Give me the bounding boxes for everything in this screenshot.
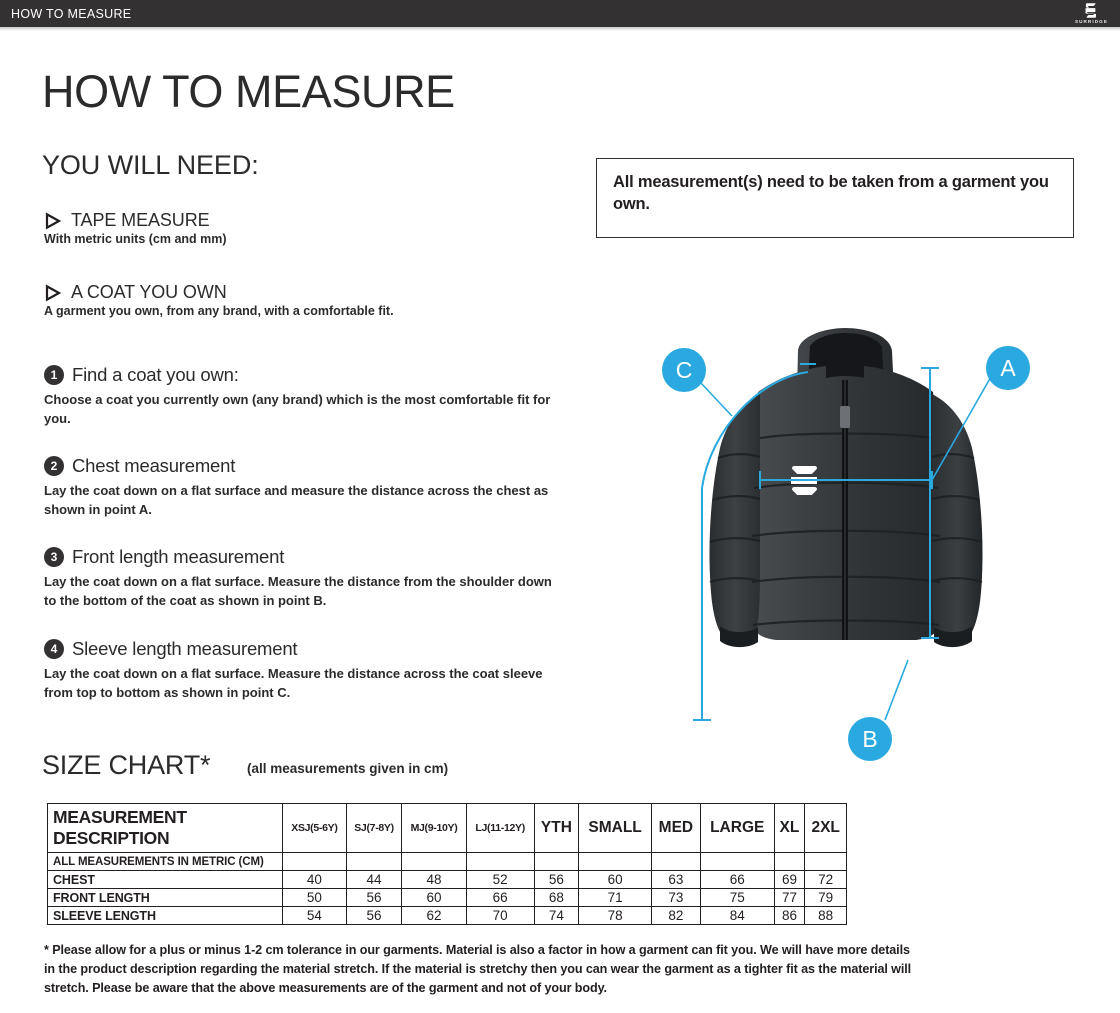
cell-chest-xl: 69 bbox=[774, 871, 805, 889]
step-title: Sleeve length measurement bbox=[72, 638, 298, 659]
cell-front-xsj: 50 bbox=[283, 889, 347, 907]
cell-front-large: 75 bbox=[700, 889, 774, 907]
step-number-badge: 1 bbox=[44, 365, 64, 385]
jacket-diagram bbox=[640, 320, 1090, 780]
cell-sleeve-mj: 62 bbox=[402, 907, 467, 925]
cell-sleeve-large: 84 bbox=[700, 907, 774, 925]
cell-chest-large: 66 bbox=[700, 871, 774, 889]
row-label-sleeve-length: SLEEVE LENGTH bbox=[48, 907, 283, 925]
marker-c-label: C bbox=[675, 357, 693, 383]
top-bar bbox=[0, 0, 1120, 27]
column-header-lj: LJ(11-12Y) bbox=[466, 804, 534, 853]
need-item-coat bbox=[44, 282, 394, 318]
jacket-body-art bbox=[709, 328, 982, 647]
need-subtitle: A garment you own, from any brand, with a comfortable fit. bbox=[44, 304, 394, 318]
cell-chest-small: 60 bbox=[579, 871, 652, 889]
footnote: * Please allow for a plus or minus 1-2 cm tolerance in our garments. Material is also a factor in how a garment can fit you. We will have more details in the product description regarding the material stretch. If the material is stretchy then you can wear the garment as a tighter fit as the material will stretch. Please be aware that the above measurements are of the garment and not of your body. bbox=[44, 943, 912, 996]
cell-front-small: 71 bbox=[579, 889, 652, 907]
cell-empty bbox=[283, 853, 347, 871]
cell-empty bbox=[700, 853, 774, 871]
marker-a-label: A bbox=[1000, 355, 1016, 381]
step-body: Lay the coat down on a flat surface and measure the distance across the chest as shown in point A. bbox=[44, 483, 549, 517]
cell-empty bbox=[402, 853, 467, 871]
cell-front-sj: 56 bbox=[346, 889, 401, 907]
callout-box bbox=[596, 158, 1074, 238]
column-header-2xl: 2XL bbox=[805, 804, 847, 853]
s-monogram-icon bbox=[1081, 2, 1101, 19]
cell-sleeve-med: 82 bbox=[651, 907, 700, 925]
column-header-large: LARGE bbox=[700, 804, 774, 853]
cell-chest-lj: 52 bbox=[466, 871, 534, 889]
cell-chest-xsj: 40 bbox=[283, 871, 347, 889]
triangle-bullet-icon bbox=[44, 284, 62, 302]
cell-sleeve-2xl: 88 bbox=[805, 907, 847, 925]
table-row bbox=[48, 889, 847, 907]
step-1 bbox=[44, 364, 564, 428]
cell-empty bbox=[651, 853, 700, 871]
row-label-front-length: FRONT LENGTH bbox=[48, 889, 283, 907]
cell-sleeve-small: 78 bbox=[579, 907, 652, 925]
cell-sleeve-sj: 56 bbox=[346, 907, 401, 925]
cell-front-med: 73 bbox=[651, 889, 700, 907]
cell-chest-mj: 48 bbox=[402, 871, 467, 889]
step-4 bbox=[44, 638, 564, 702]
table-row bbox=[48, 871, 847, 889]
cell-front-yth: 68 bbox=[534, 889, 579, 907]
step-body: Lay the coat down on a flat surface. Measure the distance across the coat sleeve from top to bottom as shown in point C. bbox=[44, 666, 543, 700]
cell-empty bbox=[534, 853, 579, 871]
you-will-need-heading: YOU WILL NEED: bbox=[42, 150, 259, 180]
column-header-med: MED bbox=[651, 804, 700, 853]
cell-chest-sj: 44 bbox=[346, 871, 401, 889]
step-body: Lay the coat down on a flat surface. Measure the distance from the shoulder down to the bottom of the coat as shown in point B. bbox=[44, 574, 552, 608]
cell-sleeve-xsj: 54 bbox=[283, 907, 347, 925]
cell-chest-yth: 56 bbox=[534, 871, 579, 889]
cell-chest-2xl: 72 bbox=[805, 871, 847, 889]
page-title: HOW TO MEASURE bbox=[42, 66, 455, 117]
size-chart-table bbox=[47, 803, 847, 925]
triangle-bullet-icon bbox=[44, 212, 62, 230]
cell-front-xl: 77 bbox=[774, 889, 805, 907]
cell-empty bbox=[346, 853, 401, 871]
table-row-unit-note bbox=[48, 853, 847, 871]
brand-logo bbox=[1075, 2, 1120, 25]
top-bar-shadow bbox=[0, 27, 1120, 31]
top-bar-title: HOW TO MEASURE bbox=[11, 6, 132, 21]
cell-sleeve-xl: 86 bbox=[774, 907, 805, 925]
column-header-xl: XL bbox=[774, 804, 805, 853]
step-2 bbox=[44, 455, 564, 519]
cell-front-lj: 66 bbox=[466, 889, 534, 907]
column-header-description: MEASUREMENT DESCRIPTION bbox=[48, 804, 283, 853]
cell-chest-med: 63 bbox=[651, 871, 700, 889]
need-title: A COAT YOU OWN bbox=[71, 282, 227, 302]
cell-front-2xl: 79 bbox=[805, 889, 847, 907]
table-row bbox=[48, 907, 847, 925]
row-label-chest: CHEST bbox=[48, 871, 283, 889]
table-header-row bbox=[48, 804, 847, 853]
cell-empty bbox=[774, 853, 805, 871]
step-number-badge: 2 bbox=[44, 456, 64, 476]
jacket-illustration bbox=[640, 320, 1090, 780]
cell-front-mj: 60 bbox=[402, 889, 467, 907]
cell-sleeve-yth: 74 bbox=[534, 907, 579, 925]
step-title: Find a coat you own: bbox=[72, 364, 239, 385]
cell-sleeve-lj: 70 bbox=[466, 907, 534, 925]
column-header-small: SMALL bbox=[579, 804, 652, 853]
step-number-badge: 3 bbox=[44, 547, 64, 567]
need-title: TAPE MEASURE bbox=[71, 210, 210, 230]
cell-empty bbox=[805, 853, 847, 871]
cell-empty bbox=[466, 853, 534, 871]
marker-b-label: B bbox=[862, 726, 878, 752]
size-chart-note: (all measurements given in cm) bbox=[247, 761, 449, 776]
step-body: Choose a coat you currently own (any brand) which is the most comfortable fit for you. bbox=[44, 392, 551, 426]
column-header-mj: MJ(9-10Y) bbox=[402, 804, 467, 853]
size-chart-heading: SIZE CHART* bbox=[42, 750, 211, 780]
step-number-badge: 4 bbox=[44, 639, 64, 659]
column-header-xsj: XSJ(5-6Y) bbox=[283, 804, 347, 853]
step-3 bbox=[44, 546, 564, 610]
step-title: Front length measurement bbox=[72, 546, 285, 567]
brand-name: SURRIDGE bbox=[1074, 19, 1108, 25]
need-item-tape-measure bbox=[44, 210, 227, 246]
column-header-sj: SJ(7-8Y) bbox=[346, 804, 401, 853]
row-label-unit-note: ALL MEASUREMENTS IN METRIC (CM) bbox=[48, 853, 283, 871]
callout-text: All measurement(s) need to be taken from a garment you own. bbox=[613, 173, 1049, 214]
column-header-yth: YTH bbox=[534, 804, 579, 853]
cell-empty bbox=[579, 853, 652, 871]
need-subtitle: With metric units (cm and mm) bbox=[44, 232, 227, 246]
step-title: Chest measurement bbox=[72, 455, 236, 476]
